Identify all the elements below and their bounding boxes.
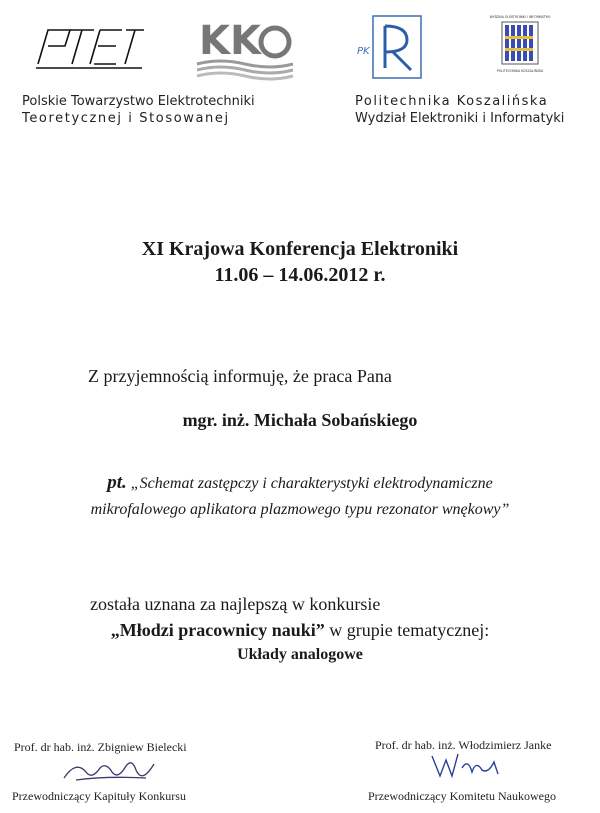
paper-title-line1: „Schemat zastępczy i charakterystyki elektrodynamiczne [130, 475, 493, 492]
paper-title-line2: mikrofalowego aplikatora plazmowego typu rezonator wnękowy” [90, 501, 510, 518]
svg-text:KK: KK [199, 18, 261, 64]
svg-text:PK: PK [357, 46, 370, 57]
result-line1: została uznana za najlepszą w konkursie [90, 594, 381, 614]
right-signatory-role: Przewodniczący Komitetu Naukowego [368, 789, 556, 803]
org-left-line2: Teoretycznej i Stosowanej [22, 111, 230, 126]
org-right [355, 93, 564, 127]
left-signatory-name: Prof. dr hab. inż. Zbigniew Bielecki [14, 740, 187, 754]
left-signature [56, 750, 166, 790]
org-right-line2: Wydział Elektroniki i Informatyki [355, 111, 565, 126]
intro-text: Z przyjemnością informuję, że praca Pana [88, 366, 392, 386]
thematic-group: Układy analogowe [237, 646, 363, 663]
pk-logo [355, 14, 423, 80]
ptets-logo [32, 24, 146, 70]
result-line2 [0, 620, 600, 641]
right-signatory-name: Prof. dr hab. inż. Włodzimierz Janke [375, 738, 552, 752]
conference-dates: 11.06 – 14.06.2012 r. [214, 264, 386, 286]
result-line2-suffix: w grupie tematycznej: [324, 620, 490, 640]
competition-name: „Młodzi pracownicy nauki” [110, 620, 325, 640]
org-right-line1: Politechnika Koszalińska [355, 94, 549, 109]
svg-text:POLITECHNIKA KOSZALIŃSKA: POLITECHNIKA KOSZALIŃSKA [496, 69, 544, 73]
kk-logo [195, 14, 295, 80]
right-signature [428, 748, 508, 782]
pt-prefix: pt. [107, 472, 127, 493]
paper-title-block [20, 470, 580, 523]
org-left-line1: Polskie Towarzystwo Elektrotechniki [22, 94, 255, 109]
svg-text:WYDZIAŁ ELEKTRONIKI I INFORMAT: WYDZIAŁ ELEKTRONIKI I INFORMATYKI [489, 15, 551, 19]
conference-title: XI Krajowa Konferencja Elektroniki [141, 238, 459, 260]
left-signatory-role: Przewodniczący Kapituły Konkursu [12, 789, 186, 803]
recipient-name: mgr. inż. Michała Sobańskiego [182, 410, 418, 430]
org-left [22, 93, 255, 127]
weii-logo [489, 12, 551, 78]
